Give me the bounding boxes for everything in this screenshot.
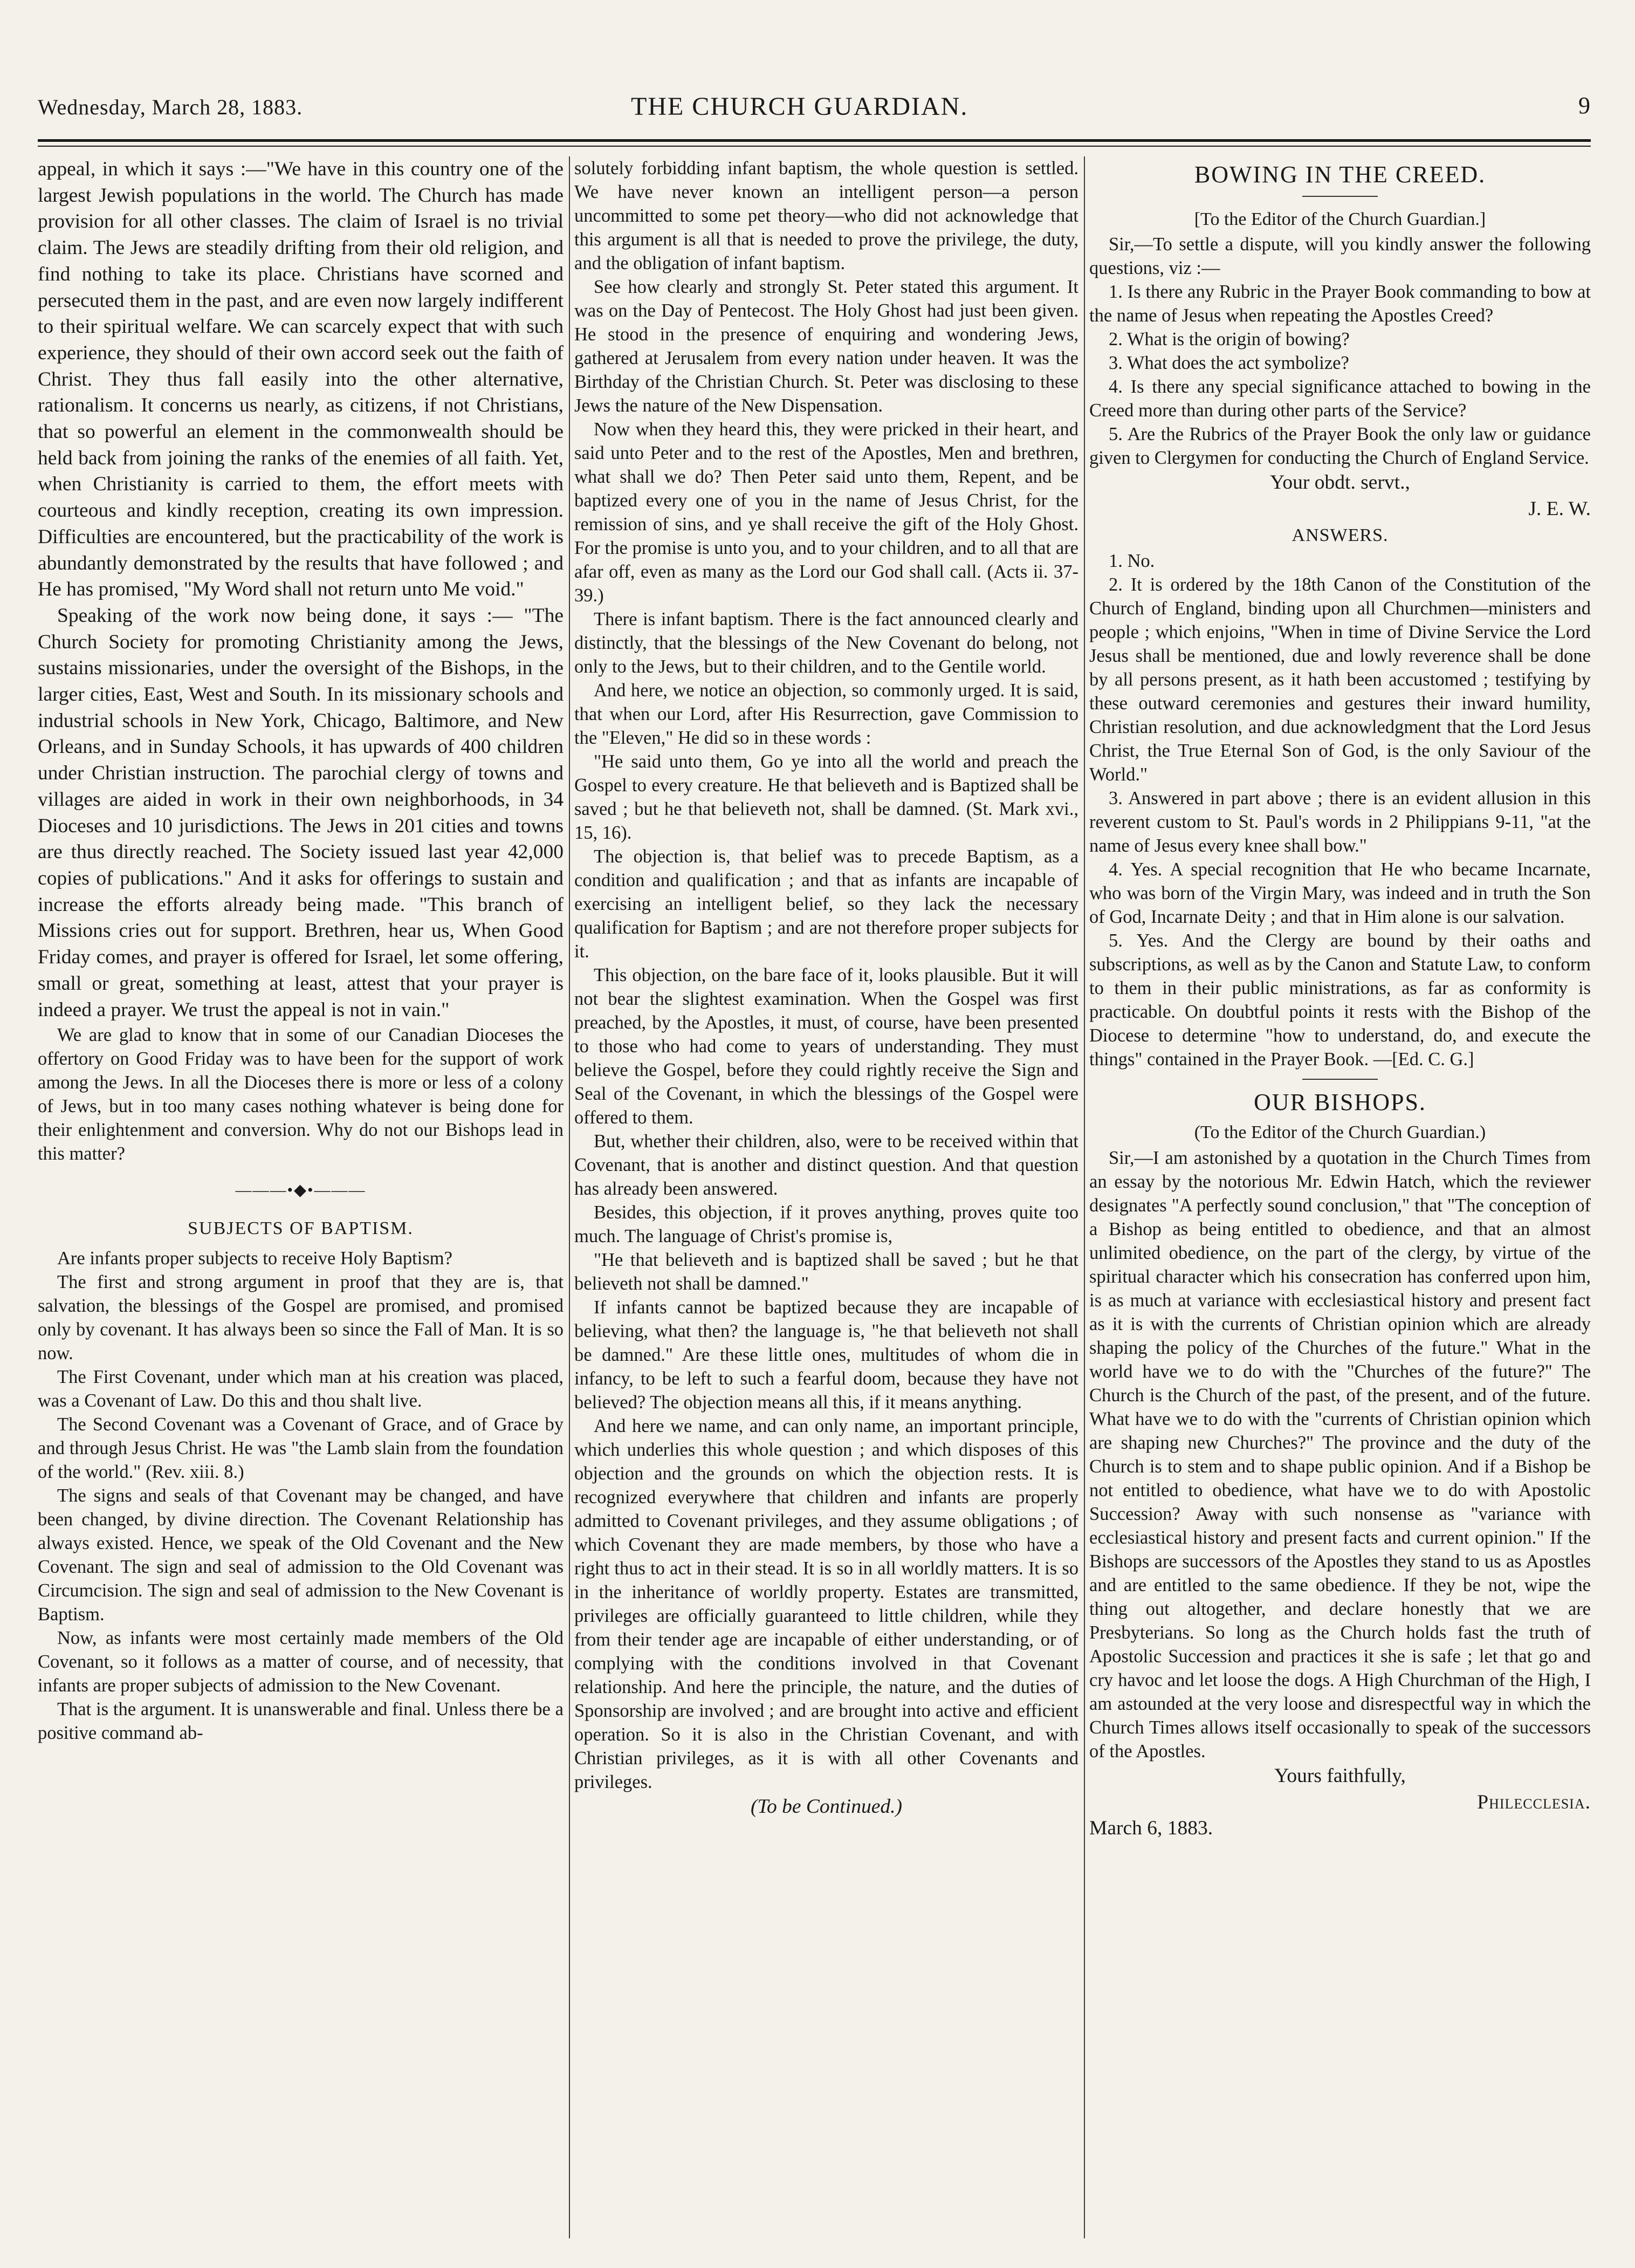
column-rule-1 <box>569 156 570 2238</box>
article-paragraph: The Second Covenant was a Covenant of Grace, and of Grace by and through Jesus Christ. He was "the Lamb slain from the foundation of the world." (Rev. xiii. 8.) <box>38 1414 564 1482</box>
article-paragraph: Now, as infants were most certainly made members of the Old Covenant, so it follows as a matter of course, and of necessity, that infants are proper subjects of admission to the New Covenant. <box>38 1627 564 1696</box>
letter-paragraph: Sir,—I am astonished by a quotation in the Church Times from an essay by the notorious Mr. Edwin Hatch, which the reviewer designates "A perfectly sound conclusion," that "The conception of a Bishop as being entitled to obedience, and that an almost unlimited obedience, on the part of the clergy, by virtue of the spiritual character which his consecration has conferred upon him, is as much at variance with ecclesiastical history and present fact as it is with the currents of Christian opinion which are already shaping the policy of the Churches of the future." What in the world have we to do with the "Churches of the future?" The Church is the Church of the past, of the present, and of the future. What have we to do with the "currents of Christian opinion which are shaping new Churches?" The province and the duty of the Church is to stem and to shape public opinion. And if a Bishop be not entitled to obedience, what have we to do with Apostolic Succession? Away with such nonsense as "variance with ecclesiastical history and present facts and current opinion." If the Bishops are successors of the Apostles they stand to us as Apostles and are entitled to the same obedience. If they be not, wipe the thing out altogether, and declare honestly that we are Presbyterians. So long as the Church holds fast the truth of Apostolic Succession and practices it she is safe ; let that go and cry havoc and let loose the dogs. A High Churchman of the High, I am astounded at the very loose and disrespectful way in which the Church Times allows itself occasionally to speak of the successors of the Apostles. <box>1089 1147 1591 1762</box>
letter-paragraph: Sir,—To settle a dispute, will you kindly answer the following questions, viz :— <box>1089 234 1591 279</box>
article-paragraph: That is the argument. It is unanswerable and final. Unless there be a positive command ab- <box>38 1698 564 1743</box>
article-paragraph: There is infant baptism. There is the fact announced clearly and distinctly, that the blessings of the New Covenant do belong, not only to the Jews, but to their children, and to the Gentile world. <box>574 609 1078 677</box>
article-paragraph: The First Covenant, under which man at his creation was placed, was a Covenant of Law. Do this and thou shalt live. <box>38 1366 564 1411</box>
editor-note: (To the Editor of the Church Guardian.) <box>1194 1122 1486 1143</box>
masthead-rule <box>38 139 1591 142</box>
article-paragraph: "He that believeth and is baptized shall be saved ; but he that believeth not shall be damned." <box>574 1250 1078 1294</box>
article-paragraph: This objection, on the bare face of it, looks plausible. But it will not bear the slightest examination. When the Gospel was first preached, by the Apostles, it must, of course, have been presented to those who had come to years of understanding. They must believe the Gospel, before they could rightly receive the Sign and Seal of the Covenant, in which the blessings of the Gospel were offered to them. <box>574 965 1078 1128</box>
continued-note: (To be Continued.) <box>751 1796 902 1818</box>
question-item: 2. What is the origin of bowing? <box>1109 329 1350 350</box>
column-rule-2 <box>1084 156 1085 2238</box>
answers-heading: ANSWERS. <box>1291 525 1389 545</box>
column-1 <box>38 156 564 2238</box>
masthead <box>38 65 1591 140</box>
page-number: 9 <box>1578 92 1591 119</box>
letter-dateline: March 6, 1883. <box>1089 1817 1213 1840</box>
newspaper-title: THE CHURCH GUARDIAN. <box>631 92 968 121</box>
heading-rule <box>1302 196 1378 197</box>
masthead-rule-thin <box>38 146 1591 147</box>
article-paragraph: And here we name, and can only name, an important principle, which underlies this whole question ; and which disposes of this objection and the grounds on which the objection rests. It is recognized everywhere that children and infants are properly admitted to Covenant privileges, and they assume obligations ; of which Covenant they are made members, by those who have a right thus to act in their stead. It is so in all worldly matters. It is so in the inheritance of worldly property. Estates are transmitted, privileges are officially guaranteed to little children, while they from their tender age are incapable of either understanding, or of complying with the conditions involved in that Covenant relationship. And here the principle, the nature, and the duties of Sponsorship are involved ; and are brought into active and efficient operation. So it is also in the Christian Covenant, and with Christian privileges, as it is with all other Covenants and privileges. <box>574 1416 1078 1792</box>
article-paragraph: Now when they heard this, they were pricked in their heart, and said unto Peter and to the rest of the Apostles, Men and brethren, what shall we do? Then Peter said unto them, Repent, and be baptized every one of you in the name of Jesus Christ, for the remission of sins, and ye shall receive the gift of the Holy Ghost. For the promise is unto you, and to your children, and to all that are afar off, even as many as the Lord our God shall call. (Acts ii. 37-39.) <box>574 419 1078 606</box>
question-item: 3. What does the act symbolize? <box>1109 353 1349 374</box>
column-2 <box>574 156 1078 2238</box>
article-paragraph: The objection is, that belief was to precede Baptism, as a condition and qualification ; and that as infants are incapable of exercising an intelligent belief, so they lack the necessary qualification for Baptism ; and are not therefore proper subjects for it. <box>574 846 1078 962</box>
article-paragraph: solutely forbidding infant baptism, the whole question is settled. We have never known an intelligent person—a person uncommitted to some pet theory—who did not acknowledge that this argument is all that is needed to prove the privilege, the duty, and the obligation of infant baptism. <box>574 158 1078 273</box>
answer-item: 1. No. <box>1109 550 1155 571</box>
article-heading: SUBJECTS OF BAPTISM. <box>188 1218 414 1238</box>
answer-item: 4. Yes. A special recognition that He who became Incarnate, who was born of the Virgin Mary, was indeed and in truth the Son of God, Incarnate Deity ; and that in Him alone is our salvation. <box>1089 859 1591 927</box>
article-heading: BOWING IN THE CREED. <box>1194 161 1486 188</box>
article-paragraph: appeal, in which it says :—"We have in this country one of the largest Jewish populations in the world. The Church has made provision for all other classes. The claim of Israel is no trivial claim. The Jews are steadily drifting from their old religion, and find nothing to take its place. Christians have scorned and persecuted them in the past, and are even now largely indifferent to their spiritual welfare. We can scarcely expect that with such experience, they should of their own accord seek out the faith of Christ. They thus fall easily into the other alternative, rationalism. It concerns us nearly, as citizens, if not Christians, that so powerful an element in the commonwealth should be held back from joining the ranks of the enemies of all faith. Yet, when Christianity is carried to them, the effort meets with courteous and kindly reception, creating its own impression. Difficulties are encountered, but the practicability of the work is abundantly demonstrated by the results that have followed ; and He has promised, "My Word shall not return unto Me void." <box>38 158 564 601</box>
section-ornament: ———•◆•——— <box>235 1181 366 1200</box>
section-rule <box>1302 1079 1378 1080</box>
article-paragraph: The first and strong argument in proof that they are is, that salvation, the blessings of the Gospel are promised, and promised only by covenant. It has always been so since the Fall of Man. It is so now. <box>38 1271 564 1363</box>
article-paragraph: If infants cannot be baptized because they are incapable of believing, what then? the language is, "he that believeth not shall be damned." Are these little ones, multitudes of whom die in infancy, to be left to such a fearful doom, because they have not believed? The objection means all this, if it means anything. <box>574 1297 1078 1413</box>
article-paragraph: And here, we notice an objection, so commonly urged. It is said, that when our Lord, after His Resurrection, gave Commission to the "Eleven," He did so in these words : <box>574 680 1078 748</box>
editor-note: [To the Editor of the Church Guardian.] <box>1194 209 1486 229</box>
question-item: 1. Is there any Rubric in the Prayer Book commanding to bow at the name of Jesus when repeating the Apostles Creed? <box>1089 282 1591 326</box>
answer-item: 3. Answered in part above ; there is an evident allusion in this reverent custom to St. Paul's words in 2 Philippians 9-11, "at the name of Jesus every knee shall bow." <box>1089 787 1591 856</box>
question-item: 4. Is there any special significance attached to bowing in the Creed more than during other parts of the Service? <box>1089 376 1591 421</box>
letter-closing: Your obdt. servt., <box>1270 471 1410 494</box>
article-paragraph: Speaking of the work now being done, it says :— "The Church Society for promoting Christianity among the Jews, sustains missionaries, under the oversight of the Bishops, in the larger cities, East, West and South. In its missionary schools and industrial schools in New York, Chicago, Baltimore, and New Orleans, and in Sunday Schools, it has upwards of 400 children under Christian instruction. The parochial clergy of towns and villages are aided in work in their own neighborhoods, in 34 Dioceses and 10 jurisdictions. The Jews in 201 cities and towns are thus directly reached. The Society issued last year 42,000 copies of publications." And it asks for offerings to sustain and increase the efforts already being made. "This branch of Missions cries out for support. Brethren, hear us, When Good Friday comes, and prayer is offered for Israel, let some offering, small or great, something at least, attest that your prayer is indeed a prayer. We trust the appeal is not in vain." <box>38 604 564 1021</box>
answer-item: 2. It is ordered by the 18th Canon of the Constitution of the Church of England, binding upon all Churchmen—ministers and people ; which enjoins, "When in time of Divine Service the Lord Jesus shall be mentioned, due and lowly reverence shall be done by all persons present, as it hath been accustomed ; testifying by these outward ceremonies and gestures their inward humility, Christian resolution, and due acknowledgment that the Lord Jesus Christ, the True Eternal Son of God, is the only Saviour of the World." <box>1089 574 1591 785</box>
letter-signature: J. E. W. <box>1528 498 1591 520</box>
question-item: 5. Are the Rubrics of the Prayer Book the only law or guidance given to Clergymen for conducting the Church of England Service. <box>1089 424 1591 469</box>
letter-signature: Philecclesia. <box>1477 1791 1591 1813</box>
article-paragraph: We are glad to know that in some of our Canadian Dioceses the offertory on Good Friday was to have been for the support of work among the Jews. In all the Dioceses there is more or less of a colony of Jews, but in too many cases nothing whatever is being done for their enlightenment and conversion. Why do not our Bishops lead in this matter? <box>38 1025 564 1164</box>
article-paragraph: Besides, this objection, if it proves anything, proves quite too much. The language of Christ's promise is, <box>574 1202 1078 1246</box>
issue-date: Wednesday, March 28, 1883. <box>38 95 303 119</box>
article-heading: OUR BISHOPS. <box>1254 1088 1426 1115</box>
article-paragraph: "He said unto them, Go ye into all the world and preach the Gospel to every creature. He that believeth and is Baptized shall be saved ; but he that believeth not, shall be damned. (St. Mark xvi., 15, 16). <box>574 751 1078 843</box>
article-paragraph: See how clearly and strongly St. Peter stated this argument. It was on the Day of Pentecost. The Holy Ghost had just been given. He stood in the presence of enquiring and wondering Jews, gathered at Jerusalem from every nation under heaven. It was the Birthday of the Christian Church. St. Peter was disclosing to these Jews the nature of the New Dispensation. <box>574 277 1078 416</box>
article-paragraph: The signs and seals of that Covenant may be changed, and have been changed, by divine direction. The Covenant Relationship has always existed. Hence, we speak of the Old Covenant and the New Covenant. The sign and seal of admission to the Old Covenant was Circumcision. The sign and seal of admission to the New Covenant is Baptism. <box>38 1485 564 1625</box>
answer-item: 5. Yes. And the Clergy are bound by their oaths and subscriptions, as well as by the Canon and Statute Law, to conform to them in their public ministrations, as far as conformity is practicable. On doubtful points it rests with the Bishop of the Diocese to determine "how to understand, do, and execute the things" contained in the Prayer Book. —[Ed. C. G.] <box>1089 930 1591 1070</box>
article-paragraph: Are infants proper subjects to receive Holy Baptism? <box>57 1248 452 1269</box>
article-paragraph: But, whether their children, also, were to be received within that Covenant, that is another and distinct question. And that question has already been answered. <box>574 1131 1078 1199</box>
letter-closing: Yours faithfully, <box>1274 1764 1406 1787</box>
column-3 <box>1089 156 1591 2238</box>
